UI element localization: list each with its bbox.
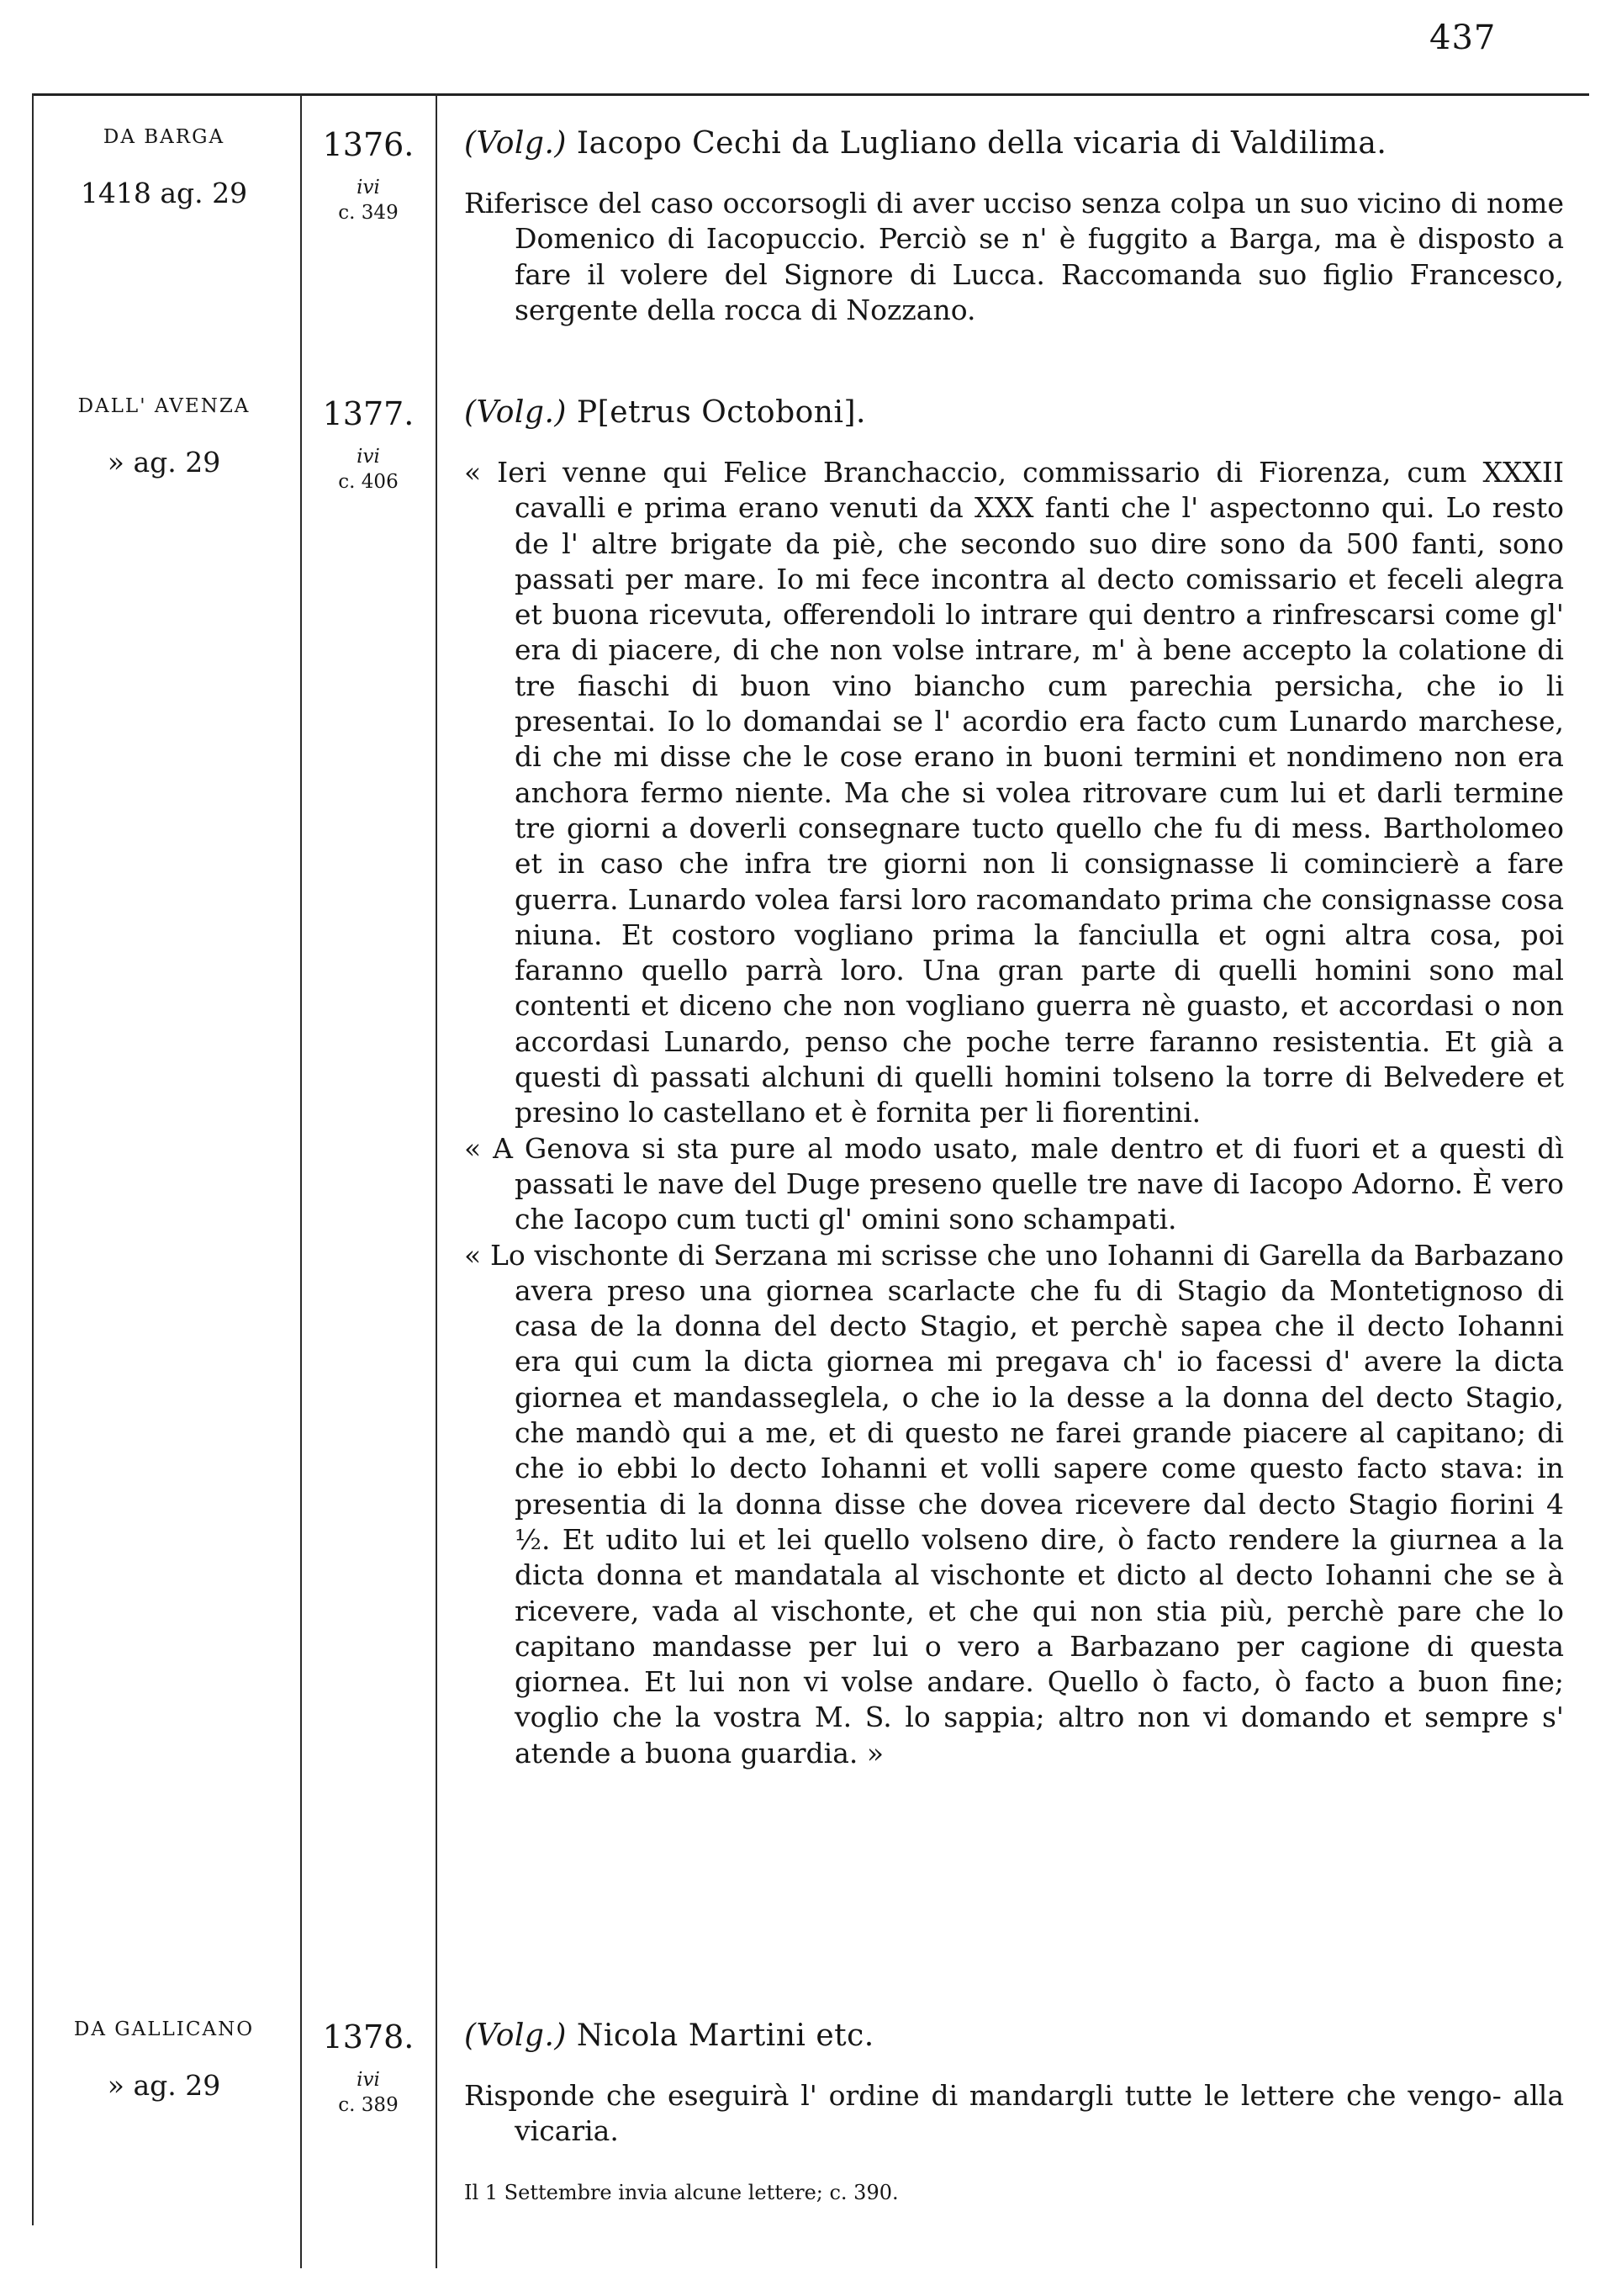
sender-place: DA GALLICANO xyxy=(73,2018,255,2040)
sender-date: » ag. 29 xyxy=(107,2069,221,2102)
column-rule-text xyxy=(436,93,437,2268)
document-number: 1377. xyxy=(322,395,415,432)
sender-block xyxy=(59,2018,269,2102)
top-rule xyxy=(32,93,1589,96)
ivi-label: ivi xyxy=(357,2069,380,2091)
sender-block xyxy=(59,395,269,479)
document-body xyxy=(464,395,1564,1771)
column-rule-number xyxy=(300,93,302,2268)
author: Iacopo Cechi da Lugliano della vicaria di Valdilima. xyxy=(576,126,1387,161)
volg-label: (Volg.) xyxy=(464,2018,567,2053)
ivi-label: ivi xyxy=(357,177,380,198)
document-heading xyxy=(464,2018,1564,2053)
paragraph: Risponde che eseguirà l' ordine di mandargli tutte le lettere che vengo- alla vicaria. xyxy=(464,2079,1564,2148)
sender-block xyxy=(59,126,269,209)
carta-reference: c. 389 xyxy=(338,2094,399,2116)
document-body xyxy=(464,2018,1564,2210)
sender-place: DA BARGA xyxy=(103,126,225,148)
author: Nicola Martini etc. xyxy=(576,2018,874,2053)
paragraph: « A Genova si sta pure al modo usato, male dentro et di fuori et a questi dì passati le nave del Duge preseno quelle tre nave di Iacopo Adorno. È vero che Iacopo cum tucti gl' omini sono schampati. xyxy=(464,1131,1564,1236)
carta-reference: c. 406 xyxy=(338,471,399,493)
footnote: Il 1 Settembre invia alcune lettere; c. 390. xyxy=(464,2180,899,2204)
volg-label: (Volg.) xyxy=(464,126,567,161)
carta-reference: c. 349 xyxy=(338,202,399,224)
paragraph: Riferisce del caso occorsogli di aver ucciso senza colpa un suo vicino di nome Domenico di Iacopuccio. Perciò se n' è fuggito a Barga, ma è disposto a fare il volere del Signore di Lucca. Raccomanda suo figlio Francesco, sergente della rocca di Nozzano. xyxy=(464,187,1564,326)
paragraph: « Ieri venne qui Felice Branchaccio, commissario di Fiorenza, cum XXXII cavalli e prima erano venuti da XXX fanti che l' aspectonno qui. Lo resto de l' altre brigate da piè, che secondo suo dire sono da 500 fanti, sono passati per mare. Io mi fece incontra al decto comissario et feceli alegra et buona ricevuta, offerendoli lo intrare qui dentro a rinfrescarsi come gl' era di piacere, di che non volse intrare, m' à bene accepto la colatione di tre fiaschi di buon vino biancho cum parechia persicha, che io li presentai. Io lo domandai se l' acordio era facto cum Lunardo marchese, di che mi disse che le cose erano in buoni termini et nondimeno non era anchora fermo niente. Ma che si volea ritrovare cum lui et darli termine tre giorni a doverli consegnare tucto quello che fu di mess. Bartholomeo et in caso che infra tre giorni non li consignasse li comincierè a fare guerra. Lunardo volea farsi loro racomandato prima che consignasse cosa niuna. Et costoro vogliano prima la fanciulla et ogni altra cosa, poi faranno quello parrà loro. Una gran parte di quelli homini sono mal contenti et diceno che non vogliano guerra nè guasto, et accordasi o non accordasi Lunardo, penso che poche terre faranno resistentia. Et già a questi dì passati alchuni di quelli homini tolseno la torre di Belvedere et presino lo castellano et è fornita per li fiorentini. xyxy=(464,456,1564,1129)
left-margin-rule xyxy=(32,93,34,2225)
document-heading xyxy=(464,126,1564,161)
document-number: 1378. xyxy=(322,2018,415,2055)
sender-date: 1418 ag. 29 xyxy=(80,177,248,209)
document-body xyxy=(464,126,1564,328)
ivi-label: ivi xyxy=(357,446,380,468)
page-number: 437 xyxy=(1429,19,1497,57)
document-number-block xyxy=(304,395,432,493)
volg-label: (Volg.) xyxy=(464,395,567,430)
paragraph: « Lo vischonte di Serzana mi scrisse che uno Iohanni di Garella da Barbazano avera preso una giornea scarlacte che fu di Stagio da Montetignoso di casa de la donna del decto Stagio, et perchè sapea che il decto Iohanni era qui cum la dicta giornea mi pregava ch' io facessi d' avere la dicta giornea et mandasseglela, o che io la desse a la donna del decto Stagio, che mandò qui a me, et di questo ne farei grande piacere al capitano; di che io ebbi lo decto Iohanni et volli sapere come questo facto stava: in presentia di la donna disse che dovea ricevere dal decto Stagio fiorini 4 ½. Et udito lui et lei quello volseno dire, ò facto rendere la giurnea a la dicta donna et mandatala al vischonte et dicto al decto Iohanni che se à ricevere, vada al vischonte, et che qui non stia più, perchè pare che lo capitano mandasse per lui o vero a Barbazano per cagione di questa giornea. Et lui non vi volse andare. Quello ò facto, ò facto a buon fine; voglio che la vostra M. S. lo sappia; altro non vi domando et sempre s' atende a buona guardia. » xyxy=(464,1238,1564,1770)
document-number: 1376. xyxy=(322,126,415,163)
author: P[etrus Octoboni]. xyxy=(576,395,866,430)
sender-date: » ag. 29 xyxy=(107,446,221,479)
document-number-block xyxy=(304,126,432,224)
document-heading xyxy=(464,395,1564,430)
document-number-block xyxy=(304,2018,432,2116)
sender-place: DALL' AVENZA xyxy=(77,395,251,417)
